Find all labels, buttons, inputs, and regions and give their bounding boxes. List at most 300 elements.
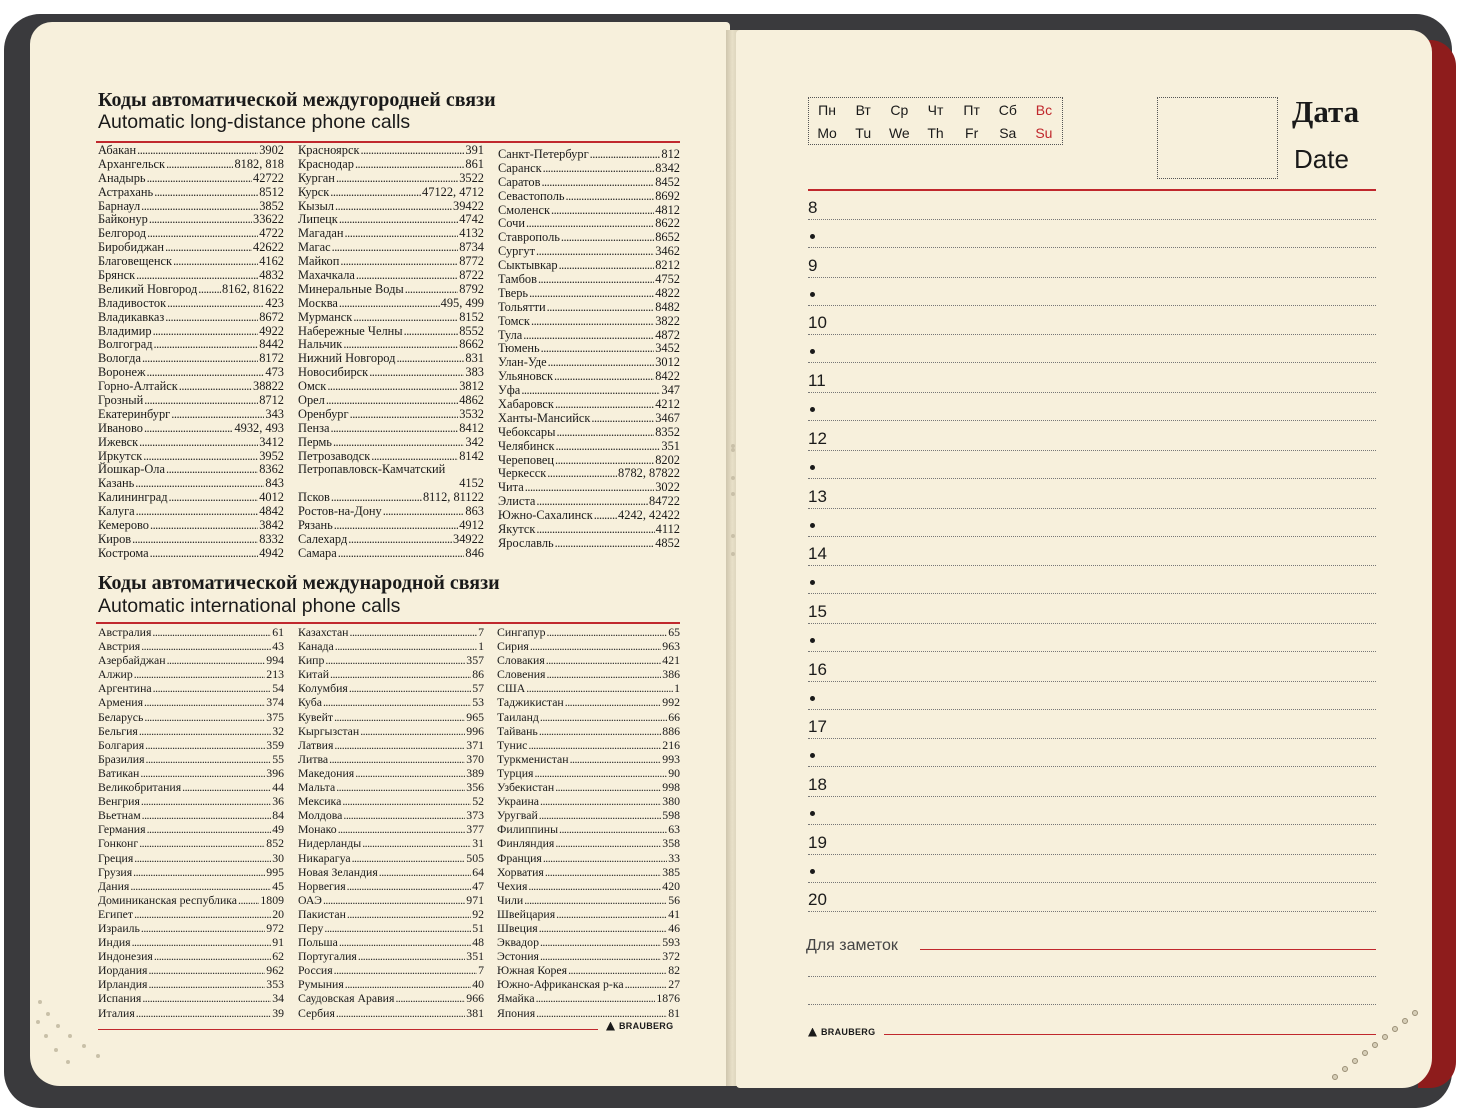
city-name: Москва [298, 295, 338, 310]
code-entry [98, 836, 284, 850]
domestic-codes-title: Коды автоматической междугородней связи [98, 89, 496, 111]
dial-code: 8362 [259, 462, 284, 477]
code-entry [98, 766, 284, 780]
schedule-line[interactable] [808, 911, 1376, 912]
city-name: Индия [98, 935, 131, 950]
city-name: Чехия [497, 878, 528, 893]
city-name: Канада [298, 639, 334, 654]
weekday-ru-4[interactable]: Пт [963, 101, 980, 118]
dial-code: 34922 [453, 531, 484, 546]
schedule-line[interactable] [808, 651, 1376, 652]
dial-code: 8412 [459, 420, 484, 435]
leader-dots [590, 148, 661, 162]
schedule-line[interactable] [808, 305, 1376, 306]
dial-code: 3467 [655, 410, 680, 425]
code-entry [497, 921, 680, 935]
leader-dots [538, 273, 654, 287]
code-entry [298, 491, 484, 505]
code-entry [98, 752, 284, 766]
hour-label: 16 [808, 659, 827, 679]
code-entry [497, 710, 680, 724]
code-entry [98, 200, 284, 214]
leader-dots [525, 481, 654, 495]
dial-code: 65 [668, 625, 680, 639]
code-entry [298, 794, 484, 808]
code-entry [98, 338, 284, 352]
city-name: Орел [298, 393, 325, 408]
dial-code: 54 [272, 681, 284, 696]
city-name: Монако [298, 822, 337, 837]
city-name: Горно-Алтайск [98, 379, 178, 394]
leader-dots [524, 893, 667, 907]
schedule-line[interactable] [808, 738, 1376, 739]
code-entry [98, 463, 284, 477]
dial-code: 56 [668, 892, 680, 907]
leader-dots [154, 186, 258, 200]
leader-dots [528, 738, 661, 752]
leader-dots [541, 176, 654, 190]
leader-dots [566, 190, 655, 204]
city-name: Нальчик [298, 337, 343, 352]
leader-dots [568, 963, 667, 977]
code-entry [498, 440, 680, 454]
dial-code: 351 [661, 438, 680, 453]
international-codes-title: Коды автоматической международной связи [98, 572, 500, 594]
city-name: Чебоксары [498, 424, 556, 439]
dial-code: 8482 [655, 299, 680, 314]
leader-dots [545, 865, 661, 879]
leader-dots [144, 422, 234, 436]
dial-code: 373 [466, 808, 484, 823]
code-entry [498, 426, 680, 440]
perforation-dot [1332, 1074, 1338, 1080]
dial-code: 886 [662, 723, 680, 738]
leader-dots [555, 398, 654, 412]
city-name: Словения [497, 667, 546, 682]
city-name: Ижевск [98, 434, 139, 449]
dial-code: 992 [662, 695, 680, 710]
city-name: Байконур [98, 212, 148, 227]
dial-code: 7 [478, 625, 484, 639]
leader-dots [343, 808, 465, 822]
dial-code: 61 [272, 625, 284, 639]
city-name: Россия [298, 963, 333, 978]
half-hour-bullet [810, 523, 815, 528]
code-entry [497, 639, 680, 653]
dial-code: 8422 [655, 369, 680, 384]
leader-dots [371, 450, 458, 464]
weekday-en-2[interactable]: We [888, 124, 910, 141]
city-name: Нижний Новгород [298, 351, 396, 366]
code-entry [498, 315, 680, 329]
city-name: Польша [298, 935, 338, 950]
code-entry [298, 907, 484, 921]
weekday-ru-0[interactable]: Пн [818, 101, 836, 118]
code-entry [98, 653, 284, 667]
dial-code: 4832 [259, 268, 284, 283]
dial-code: 42622 [253, 240, 284, 255]
city-name: Эстония [497, 949, 539, 964]
city-name: Индонезия [98, 949, 153, 964]
code-entry [98, 505, 284, 519]
city-name: Иваново [98, 420, 143, 435]
code-entry [98, 893, 284, 907]
leader-dots [139, 836, 265, 850]
city-name: Франция [497, 850, 542, 865]
binding-stitch [731, 492, 735, 496]
leader-dots [169, 491, 259, 505]
schedule-line[interactable] [808, 796, 1376, 797]
city-name: Швеция [497, 920, 538, 935]
schedule-line[interactable] [808, 882, 1376, 883]
leader-dots [521, 384, 660, 398]
dial-code: 351 [466, 949, 484, 964]
code-entry [98, 519, 284, 533]
city-name: Архангельск [98, 156, 166, 171]
weekday-en-5[interactable]: Sa [999, 124, 1017, 141]
weekday-en-3[interactable]: Th [927, 124, 944, 141]
city-name: Магадан [298, 226, 344, 241]
dial-code: 370 [466, 751, 484, 766]
perforation-dot [38, 1000, 42, 1004]
code-entry [497, 851, 680, 865]
leader-dots [383, 505, 465, 519]
city-name: Саратов [498, 174, 541, 189]
leader-dots [540, 949, 661, 963]
code-entry [497, 681, 680, 695]
dial-code: 4212 [655, 397, 680, 412]
city-name: Чита [498, 480, 524, 495]
dial-code: 963 [662, 639, 680, 654]
dial-code: 391 [465, 143, 484, 157]
dial-code: 3412 [259, 434, 284, 449]
dial-code: 36 [272, 794, 284, 809]
dial-code: 3852 [259, 198, 284, 213]
code-entry [298, 269, 484, 283]
leader-dots [153, 325, 259, 339]
hour-label: 9 [808, 255, 818, 275]
dial-code: 846 [465, 545, 484, 560]
hour-label: 19 [808, 832, 827, 852]
city-name: Краснодар [298, 156, 354, 171]
leader-dots [349, 681, 471, 695]
city-name: Казань [98, 476, 135, 491]
schedule-line[interactable] [808, 536, 1376, 537]
code-entry [498, 370, 680, 384]
code-entry [298, 639, 484, 653]
hour-label: 17 [808, 717, 827, 737]
dial-code: 371 [466, 737, 484, 752]
leader-dots [556, 426, 654, 440]
dial-code: 342 [465, 434, 484, 449]
dial-code: 372 [662, 949, 680, 964]
dial-code: 8352 [655, 424, 680, 439]
code-entry [98, 408, 284, 422]
code-entry [298, 380, 484, 394]
leader-dots [153, 681, 272, 695]
schedule-line[interactable] [808, 219, 1376, 220]
dial-code: 495, 499 [440, 295, 484, 310]
city-name: Сирия [497, 639, 529, 654]
leader-dots [347, 907, 471, 921]
code-entry [298, 822, 484, 836]
code-entry [498, 176, 680, 190]
dial-code: 27 [668, 977, 680, 992]
dial-code: 8662 [459, 337, 484, 352]
schedule-line[interactable] [808, 623, 1376, 624]
dial-code: 33622 [253, 212, 284, 227]
city-name: Ярославль [498, 535, 554, 550]
leader-dots [347, 879, 472, 893]
dial-code: 812 [661, 147, 680, 161]
code-entry [498, 495, 680, 509]
half-hour-bullet [810, 869, 815, 874]
schedule-line[interactable] [808, 392, 1376, 393]
code-entry [497, 766, 680, 780]
leader-dots [323, 893, 465, 907]
code-entry [98, 907, 284, 921]
city-name: Иордания [98, 963, 148, 978]
leader-dots [548, 356, 655, 370]
city-name: Новая Зеландия [298, 864, 378, 879]
dial-code: 8112, 81122 [422, 490, 484, 505]
perforation-dot [54, 1048, 58, 1052]
city-name: Австралия [98, 625, 152, 639]
code-entry [98, 255, 284, 269]
leader-dots [536, 991, 656, 1005]
leader-dots [335, 200, 452, 214]
dial-code: 46 [668, 920, 680, 935]
leader-dots [334, 738, 465, 752]
leader-dots [539, 808, 662, 822]
schedule-line[interactable] [808, 565, 1376, 566]
leader-dots [147, 366, 265, 380]
leader-dots [339, 213, 458, 227]
leader-dots [144, 695, 265, 709]
hour-label: 8 [808, 198, 818, 217]
city-name: Калуга [98, 504, 135, 519]
code-entry [498, 454, 680, 468]
leader-dots [336, 780, 465, 794]
code-entry [298, 893, 484, 907]
code-entry [298, 625, 484, 639]
city-name: Оренбург [298, 406, 349, 421]
code-entry [498, 259, 680, 273]
schedule-line[interactable] [808, 334, 1376, 335]
city-name: Узбекистан [497, 780, 555, 795]
code-entry [497, 822, 680, 836]
schedule-line[interactable] [808, 766, 1376, 767]
leader-dots [141, 200, 258, 214]
dial-code: 47 [472, 878, 484, 893]
perforation-dot [1362, 1050, 1368, 1056]
perforation-dot [68, 1034, 72, 1038]
dial-code: 4862 [459, 393, 484, 408]
code-entry [98, 436, 284, 450]
dial-code: 385 [662, 864, 680, 879]
leader-dots [140, 766, 265, 780]
city-name: Кострома [98, 545, 149, 560]
leader-dots [356, 269, 458, 283]
city-name: Турция [497, 765, 534, 780]
leader-dots [179, 380, 252, 394]
city-name: Махачкала [298, 268, 355, 283]
leader-dots [526, 217, 654, 231]
dial-code: 993 [662, 751, 680, 766]
schedule-line[interactable] [808, 450, 1376, 451]
schedule-line[interactable] [808, 247, 1376, 248]
code-entry [98, 921, 284, 935]
city-name: Филиппины [497, 822, 559, 837]
city-name: Румыния [298, 977, 344, 992]
city-name: Колумбия [298, 681, 348, 696]
weekday-ru-6[interactable]: Вс [1035, 101, 1053, 118]
city-name: Якутск [498, 522, 536, 537]
dial-code: 3842 [259, 518, 284, 533]
dial-code: 3812 [459, 379, 484, 394]
code-entry [98, 695, 284, 709]
code-entry [298, 653, 484, 667]
dial-code: 8202 [655, 452, 680, 467]
city-name: Владивосток [98, 295, 167, 310]
city-name: Калининград [98, 490, 168, 505]
weekday-en-6[interactable]: Su [1035, 124, 1053, 141]
domestic-codes-column-3 [498, 148, 680, 551]
city-name: Набережные Челны [298, 323, 403, 338]
leader-dots [330, 667, 471, 681]
schedule-line[interactable] [808, 709, 1376, 710]
city-name: Литва [298, 751, 329, 766]
code-entry [498, 509, 680, 523]
city-name: Китай [298, 667, 330, 682]
weekday-ru-1[interactable]: Вт [855, 101, 871, 118]
code-entry [298, 1006, 484, 1020]
international-codes-subtitle: Automatic international phone calls [98, 595, 401, 617]
city-name: Никарагуа [298, 850, 351, 865]
city-name: Майкоп [298, 254, 340, 269]
code-entry [497, 907, 680, 921]
city-name: Куба [298, 695, 322, 710]
leader-dots [345, 227, 459, 241]
leader-dots [360, 724, 465, 738]
dial-code: 3522 [459, 170, 484, 185]
perforation-dot [1392, 1026, 1398, 1032]
code-entry [497, 752, 680, 766]
international-codes-column-2 [298, 625, 484, 1020]
dial-code: 8672 [259, 309, 284, 324]
dial-code: 423 [265, 295, 284, 310]
code-entry [298, 311, 484, 325]
notes-line [808, 1004, 1376, 1005]
code-entry [98, 533, 284, 547]
code-entry [298, 297, 484, 311]
code-entry [498, 190, 680, 204]
schedule-line[interactable] [808, 508, 1376, 509]
leader-dots [405, 283, 459, 297]
city-name: Черкесск [498, 466, 547, 481]
leader-dots [340, 255, 458, 269]
city-name: Норвегия [298, 878, 346, 893]
weekday-ru-2[interactable]: Ср [890, 101, 909, 118]
city-name: Испания [98, 991, 142, 1006]
schedule-line[interactable] [808, 478, 1376, 479]
perforation-dot [46, 1012, 50, 1016]
city-name: Казахстан [298, 625, 349, 639]
code-entry [98, 808, 284, 822]
code-entry [98, 186, 284, 200]
city-name: Ханты-Мансийск [498, 410, 591, 425]
leader-dots [323, 695, 471, 709]
city-name: Великобритания [98, 780, 182, 795]
schedule-line[interactable] [808, 420, 1376, 421]
schedule-line[interactable] [808, 277, 1376, 278]
weekday-ru-5[interactable]: Сб [998, 101, 1017, 118]
city-name: Кипр [298, 653, 325, 668]
city-name: Чили [497, 892, 524, 907]
schedule-line[interactable] [808, 362, 1376, 363]
city-name: Ватикан [98, 765, 140, 780]
leader-dots [198, 283, 221, 297]
leader-dots [395, 991, 465, 1005]
leader-dots [147, 822, 272, 836]
leader-dots [165, 311, 258, 325]
schedule-line[interactable] [808, 593, 1376, 594]
leader-dots [182, 780, 271, 794]
section-divider [96, 622, 680, 624]
leader-dots [554, 370, 654, 384]
dial-code: 4012 [259, 490, 284, 505]
dial-code: 3462 [655, 244, 680, 259]
dial-code: 90 [668, 765, 680, 780]
city-name: Биробиджан [98, 240, 165, 255]
weekday-en-4[interactable]: Fr [965, 124, 979, 141]
city-name: Пакистан [298, 906, 346, 921]
code-entry [98, 851, 284, 865]
leader-dots [555, 454, 654, 468]
weekday-ru-3[interactable]: Чт [927, 101, 944, 118]
dial-code: 347 [661, 383, 680, 398]
schedule-line[interactable] [808, 824, 1376, 825]
code-entry [298, 547, 484, 561]
leader-dots [330, 186, 421, 200]
city-name: Греция [98, 850, 134, 865]
weekday-en-1[interactable]: Tu [855, 124, 872, 141]
schedule-line[interactable] [808, 854, 1376, 855]
dial-code: 62 [272, 949, 284, 964]
code-entry [298, 710, 484, 724]
city-name: Белгород [98, 226, 147, 241]
brand-logo-text: BRAUBERG [821, 1027, 876, 1037]
dial-code: 3952 [259, 448, 284, 463]
dial-code: 8622 [655, 216, 680, 231]
code-entry [298, 533, 484, 547]
city-name: Смоленск [498, 202, 550, 217]
binding-stitch [731, 534, 735, 538]
schedule-line[interactable] [808, 681, 1376, 682]
leader-dots [136, 505, 259, 519]
city-name: Омск [298, 379, 327, 394]
weekday-en-0[interactable]: Mo [817, 124, 837, 141]
city-name: Сургут [498, 244, 536, 259]
leader-dots [134, 907, 271, 921]
city-name: Уругвай [497, 808, 538, 823]
dial-code: 8512 [259, 184, 284, 199]
international-codes-column-1 [98, 625, 284, 1020]
city-name: Элиста [498, 494, 536, 509]
city-name: Таджикистан [497, 695, 564, 710]
code-entry [98, 172, 284, 186]
leader-dots [555, 836, 661, 850]
